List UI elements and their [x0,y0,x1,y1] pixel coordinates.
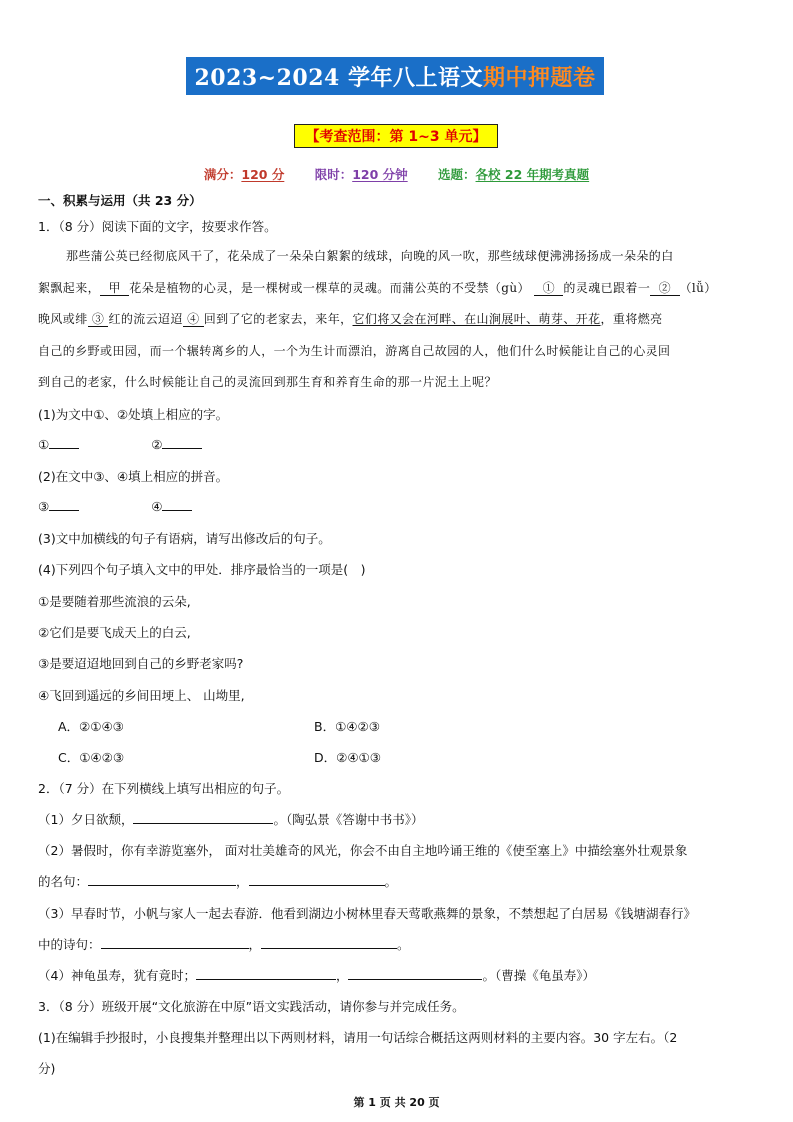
answer-blank-2[interactable] [162,436,202,449]
q1-passage-line-5: 到自己的老家，什么时候能让自己的灵流回到那生育和养育生命的那一片泥土上呢？ [38,375,497,389]
q1-option-4: ④飞回到遥远的乡间田埂上、 山坳里, [38,688,245,703]
answer-blank-q2-4b[interactable] [348,967,482,980]
choice-d[interactable]: D．②④①③ [314,750,381,765]
answer-blank-q2-2a[interactable] [88,873,236,886]
blank-jia: 甲 [108,281,121,295]
faulty-sentence: 它们将又会在河畔、在山涧展叶、萌芽、开花 [352,312,601,326]
score-value: 120 分 [241,167,285,182]
q1-passage-line-2: 絮飘起来， 甲 花朵是植物的心灵，是一棵树或一棵草的灵魂。而蒲公英的不受禁（gù） ① 的灵魂已跟着一 ② （lǚ） [38,281,717,295]
answer-blank-q2-2b[interactable] [249,873,385,886]
time-label: 限时： [314,167,353,182]
q1-option-2: ②它们是要飞成天上的白云, [38,625,191,640]
answer-blank-q2-3b[interactable] [261,936,397,949]
exam-scope-box [294,124,498,148]
q2-stem: 2．（7 分）在下列横线上填写出相应的句子。 [38,781,290,796]
answer-blank-q2-1[interactable] [133,811,273,824]
q1-passage-line-4: 自己的乡野或田园，而一个辗转离乡的人，一个为生计而漂泊，游离自己故园的人，他们什么时候能让自己的心灵回 [38,344,671,358]
title-main: 2023~2024 学年八上语文 [194,64,484,91]
q2-item-2: （2）暑假时，你有幸游览塞外， 面对壮美雄奇的风光，你会不由自主地吟诵王维的《使至塞上》中描绘塞外壮观景象 [38,843,688,858]
blank-1: ① [542,281,555,295]
answer-blank-q2-4a[interactable] [196,967,336,980]
blank-2: ② [658,281,672,295]
q1-sub-3: (3)文中加横线的句子有语病，请写出修改后的句子。 [38,531,331,546]
blank-3: ③ [91,312,105,326]
q3-sub-1: (1)在编辑手抄报时，小良搜集并整理出以下两则材料，请用一句话综合概括这两则材料的主要内容。30 字左右。（2 [38,1030,678,1045]
score-label: 满分： [203,167,242,182]
source-value: 各校 22 年期考真题 [475,167,590,182]
q2-item-3-answers: 中的诗句： ， 。 [38,937,410,952]
time-value: 120 分钟 [352,167,408,182]
q2-item-4: （4）神龟虽寿，犹有竟时； ， 。（曹操《龟虽寿》） [38,968,595,983]
q2-item-2-answers: 的名句： ， 。 [38,874,398,889]
q2-item-1: （1）夕日欲颓， 。（陶弘景《答谢中书书》） [38,812,424,827]
answer-blank-3[interactable] [49,498,79,511]
q1-sub-4: (4)下列四个句子填入文中的甲处．排序最恰当的一项是( ) [38,562,366,577]
answer-blank-4[interactable] [162,498,192,511]
q1-sub-2: (2)在文中③、④填上相应的拼音。 [38,469,229,484]
answer-blank-q2-3a[interactable] [101,936,249,949]
q3-stem: 3．（8 分）班级开展“文化旅游在中原”语文实践活动，请你参与并完成任务。 [38,999,465,1014]
page-footer: 第 1 页 共 20 页 [353,1096,440,1109]
q2-item-3: （3）早春时节，小帆与家人一起去春游．他看到湖边小树林里春天莺歌燕舞的景象，不禁想起了白居易《钱塘湖春行》 [38,906,696,921]
blank-4: ④ [187,312,200,326]
q1-option-1: ①是要随着那些流浪的云朵, [38,594,191,609]
q1-sub-1-answers: ① ② [38,436,202,452]
q1-stem: 1．（8 分）阅读下面的文字，按要求作答。 [38,219,277,234]
q1-option-3: ③是要迢迢地回到自己的乡野老家吗? [38,656,244,671]
exam-meta [0,165,793,183]
choice-a[interactable]: A．②①④③ [58,719,124,734]
q1-sub-2-answers: ③ ④ [38,498,192,514]
q3-sub-1-cont: 分) [38,1061,56,1076]
q1-passage-line-3: 晚风或绯 ③ 红的流云迢迢 ④ 回到了它的老家去，来年，它们将又会在河畔、在山涧展叶、萌芽、开花，重将燃亮 [38,312,663,326]
choice-b[interactable]: B．①④②③ [314,719,380,734]
q1-passage-line-1: 那些蒲公英已经彻底风干了，花朵成了一朵朵白絮絮的绒球，向晚的风一吹，那些绒球便沸沸扬扬成一朵朵的白 [66,249,674,263]
title-highlight: 期中押题卷 [483,64,596,91]
title-banner [186,57,604,95]
exam-scope: 【考查范围：第 1~3 单元】 [305,129,487,145]
q1-sub-1: (1)为文中①、②处填上相应的字。 [38,407,229,422]
answer-blank-1[interactable] [49,436,79,449]
section-title: 一、积累与运用（共 23 分） [38,193,202,208]
source-label: 选题： [438,167,476,182]
choice-c[interactable]: C．①④②③ [58,750,125,765]
